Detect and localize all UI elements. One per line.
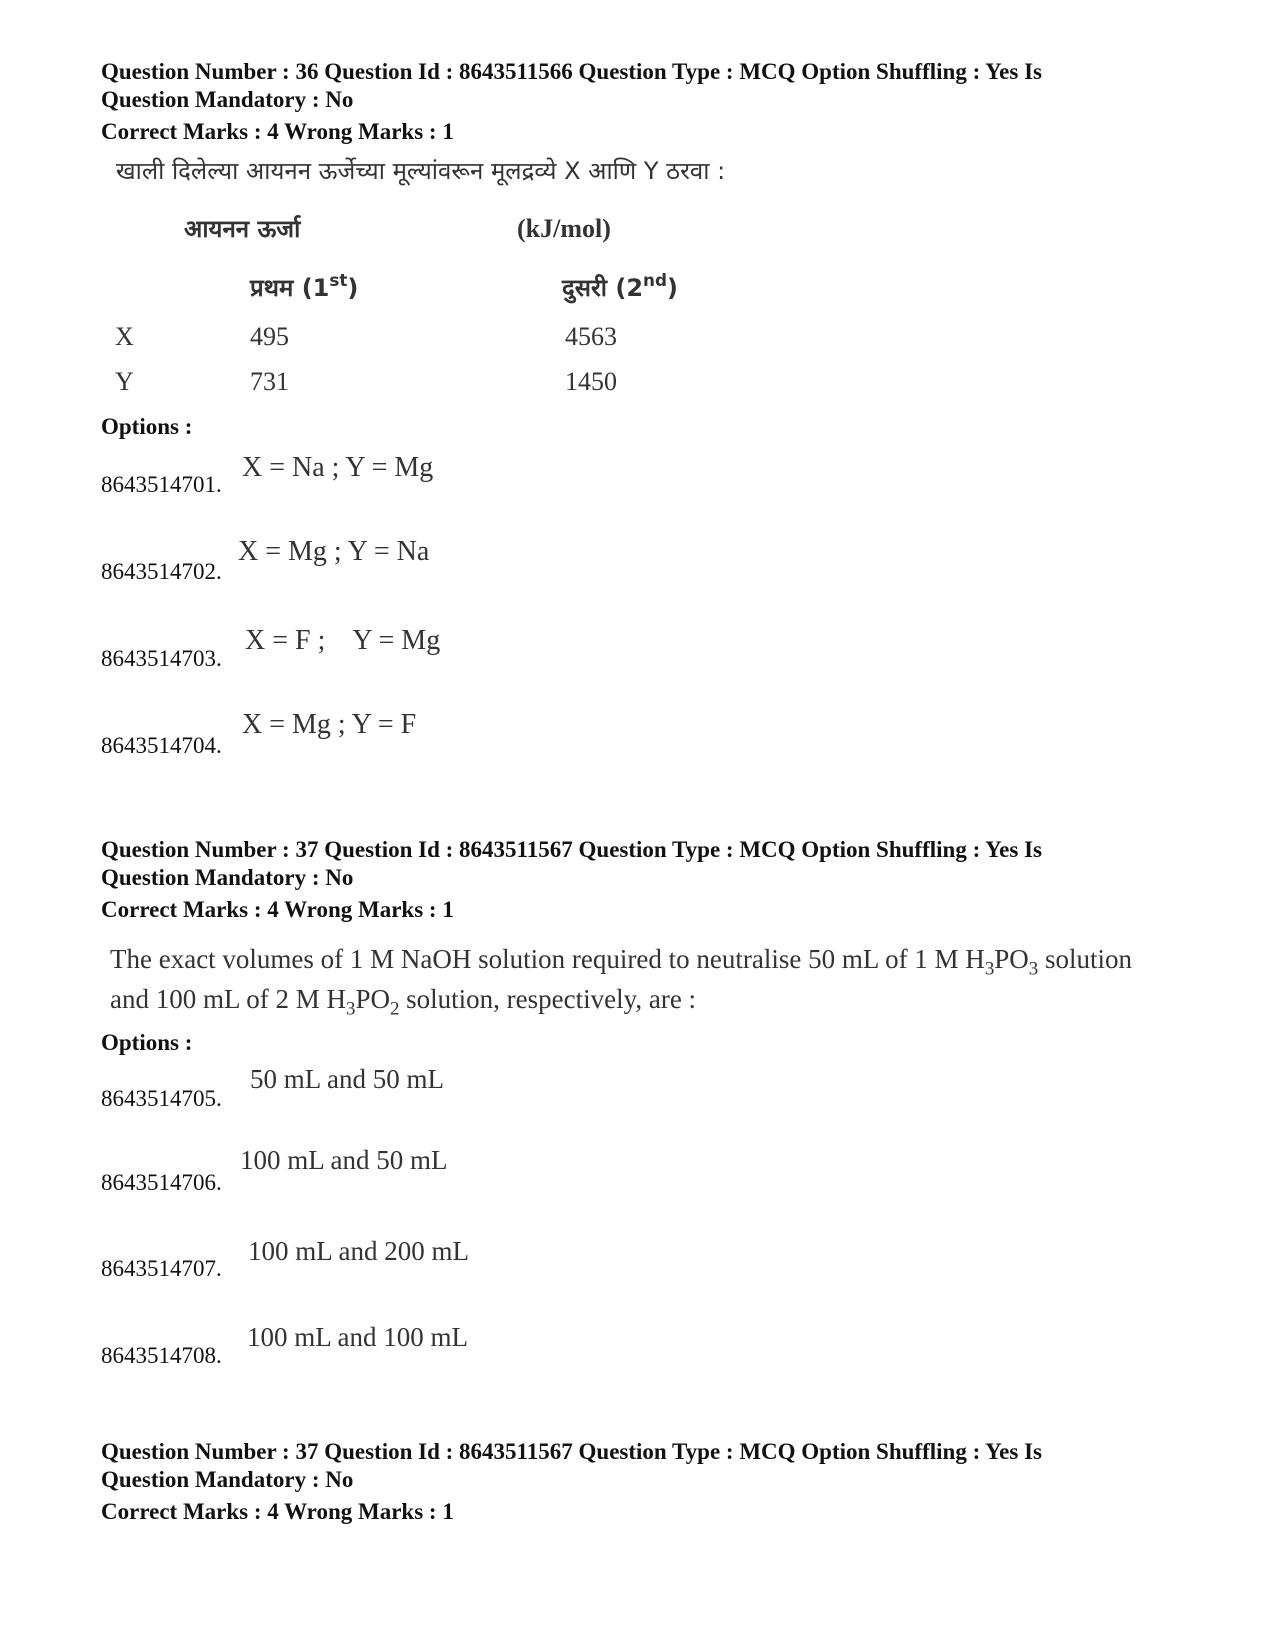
question-text: खाली दिलेल्या आयनन ऊर्जेच्या मूल्यांवरून मूलद्रव्ये X आणि Y ठरवा : — [116, 157, 726, 185]
table-row-element: X — [115, 322, 134, 351]
marks-info: Correct Marks : 4 Wrong Marks : 1 — [101, 119, 454, 144]
question-text-line1: The exact volumes of 1 M NaOH solution required to neutralise 50 mL of 1 M $H_3PO_3$ solution — [110, 944, 1132, 980]
option-id: 8643514706. — [101, 1170, 222, 1195]
option-text: 50 mL and 50 mL — [250, 1064, 444, 1094]
table-cell-first: 495 — [250, 322, 289, 351]
marks-info: Correct Marks : 4 Wrong Marks : 1 — [101, 897, 454, 922]
table-title-right: (kJ/mol) — [517, 214, 611, 243]
option-id: 8643514705. — [101, 1086, 222, 1111]
option-text: X = F ; Y = Mg — [245, 625, 441, 656]
option-text: 100 mL and 100 mL — [247, 1322, 468, 1352]
option-text: 100 mL and 50 mL — [240, 1145, 448, 1175]
question-header — [101, 1438, 1181, 1494]
marks-info: Correct Marks : 4 Wrong Marks : 1 — [101, 1499, 454, 1524]
question-header-line1: Question Number : 37 Question Id : 8643511567 Question Type : MCQ Option Shuffling : Yes Is — [101, 1439, 1042, 1464]
table-cell-second: 4563 — [565, 322, 617, 351]
option-text: 100 mL and 200 mL — [248, 1236, 469, 1266]
question-header-line2: Question Mandatory : No — [101, 1467, 354, 1492]
option-id: 8643514704. — [101, 733, 222, 758]
question-header — [101, 836, 1181, 892]
option-id: 8643514707. — [101, 1256, 222, 1281]
option-id: 8643514703. — [101, 646, 222, 671]
option-text: X = Mg ; Y = Na — [238, 536, 430, 567]
option-id: 8643514701. — [101, 472, 222, 497]
table-row-element: Y — [115, 367, 134, 396]
table-title-left: आयनन ऊर्जा — [184, 215, 301, 243]
table-cell-second: 1450 — [565, 367, 617, 396]
table-col-second-header: दुसरी (2nd) — [562, 270, 678, 303]
option-text: X = Na ; Y = Mg — [242, 452, 434, 483]
option-id: 8643514708. — [101, 1343, 222, 1368]
table-col-first-header: प्रथम (1st) — [250, 270, 359, 303]
question-header-line1: Question Number : 36 Question Id : 8643511566 Question Type : MCQ Option Shuffling : Yes Is — [101, 59, 1042, 84]
option-text: X = Mg ; Y = F — [242, 709, 417, 740]
option-id: 8643514702. — [101, 559, 222, 584]
options-label: Options : — [101, 414, 193, 439]
options-label: Options : — [101, 1030, 193, 1055]
question-header-line1: Question Number : 37 Question Id : 8643511567 Question Type : MCQ Option Shuffling : Yes Is — [101, 837, 1042, 862]
question-text-line2: and 100 mL of 2 M $H_3PO_2$ solution, respectively, are : — [110, 984, 697, 1020]
table-cell-first: 731 — [250, 367, 289, 396]
question-header — [101, 58, 1181, 114]
question-header-line2: Question Mandatory : No — [101, 87, 354, 112]
question-header-line2: Question Mandatory : No — [101, 865, 354, 890]
